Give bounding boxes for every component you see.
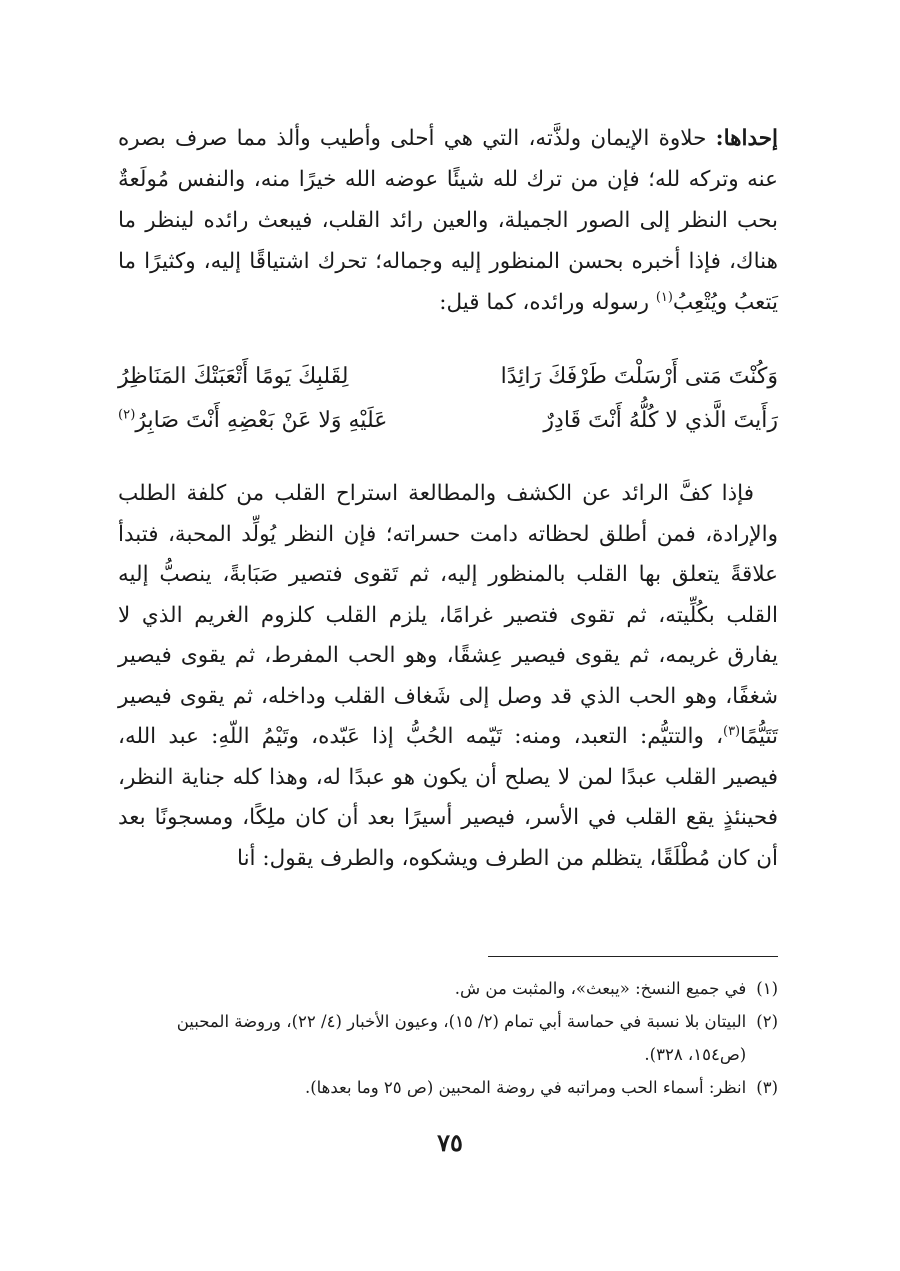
footnote-1-text: في جميع النسخ: «يبعث»، والمثبت من ش. <box>454 979 747 998</box>
verse-line-1 <box>118 355 778 399</box>
lead-word: إحداها: <box>715 126 778 151</box>
paragraph-1-end: رسوله ورائده، كما قيل: <box>439 290 656 315</box>
paragraph-1-text: حلاوة الإيمان ولذَّته، التي هي أحلى وأطيب وألذ مما صرف بصره عنه وتركه لله؛ فإن من ترك لله شيئًا عوضه الله خيرًا منه، والنفس مُولَعةٌ بحب النظر إلى الصور الجميلة، والعين رائد القلب، فيبعث رائده لينظر ما هناك، فإذا أخبره بحسن المنظور إليه وجماله؛ تحرك اشتياقًا إليه، وكثيرًا ما يَتعبُ ويُتْعِبُ <box>118 126 778 315</box>
footnote-divider <box>488 956 778 957</box>
verse-2-second-hemistich: عَلَيْهِ وَلا عَنْ بَعْضِهِ أَنْتَ صَابِرُ <box>135 408 388 433</box>
verse-1-second-hemistich: لِقَلبِكَ يَومًا أَتْعَبَتْكَ المَنَاظِرُ <box>118 364 349 389</box>
footnote-3 <box>118 1071 778 1104</box>
footnote-2-text: البيتان بلا نسبة في حماسة أبي تمام (٢/ ١٥)، وعيون الأخبار (٤/ ٢٢)، وروضة المحبين (ص١٥٤، ٣٢٨). <box>176 1012 747 1064</box>
footnote-3-text: انظر: أسماء الحب ومراتبه في روضة المحبين (ص ٢٥ وما بعدها). <box>304 1078 747 1097</box>
footnote-3-number: (٣) <box>756 1078 778 1097</box>
footnotes <box>118 972 778 1104</box>
footnote-2-number: (٢) <box>756 1012 778 1031</box>
poetry-verses <box>118 355 778 443</box>
verse-1-first-hemistich: وَكُنْتَ مَتى أَرْسَلْتَ طَرْفَكَ رَائِدًا <box>500 364 778 389</box>
verse-2-first-hemistich: رَأَيتَ الَّذي لا كُلُّهُ أَنْتَ قَادِرٌ <box>543 408 778 433</box>
verse-line-2 <box>118 399 778 443</box>
footnote-ref-3[interactable]: (٣) <box>723 723 741 739</box>
footnote-1 <box>118 972 778 1005</box>
footnote-ref-2[interactable]: (٢) <box>118 407 136 423</box>
paragraph-2-end: ، والتتيُّم: التعبد، ومنه: تَيّمه الحُبُّ إذا عَبّده، وتَيْمُ اللّهِ: عبد الله، فيصير القلب عبدًا لمن لا يصلح أن يكون هو عبدًا له، وهذا كله جناية النظر، فحينئذٍ يقع القلب في الأسر، فيصير أسيرًا بعد أن كان ملِكًا، ومسجونًا بعد أن كان مُطْلَقًا، يتظلم من الطرف ويشكوه، والطرف يقول: أنا <box>118 724 778 871</box>
footnote-2 <box>118 1005 778 1071</box>
page-number: ٧٥ <box>437 1128 463 1157</box>
footnote-1-number: (١) <box>756 979 778 998</box>
verse-2-second-hemistich-wrap <box>118 399 387 443</box>
paragraph-2 <box>118 474 778 879</box>
footnote-ref-1[interactable]: (١) <box>655 289 673 305</box>
paragraph-1 <box>118 118 778 323</box>
paragraph-2-text: فإذا كفَّ الرائد عن الكشف والمطالعة استراح القلب من كلفة الطلب والإرادة، فمن أطلق لحظاته دامت حسراته؛ فإن النظر يُولِّد المحبة، فتبدأ علاقةً يتعلق بها القلب بالمنظور إليه، ثم تَقوى فتصير صَبَابةً، ينصبُّ إليه القلب بكُلِّيته، ثم تقوى فتصير غرامًا، يلزم القلب كلزوم الغريم الذي لا يفارق غريمه، ثم يقوى فيصير عِشقًا، وهو الحب المفرط، ثم يقوى فيصير شغفًا، وهو الحب الذي قد وصل إلى شَغاف القلب وداخله، ثم يقوى فيصير تَتَيُّمًا <box>118 481 778 749</box>
